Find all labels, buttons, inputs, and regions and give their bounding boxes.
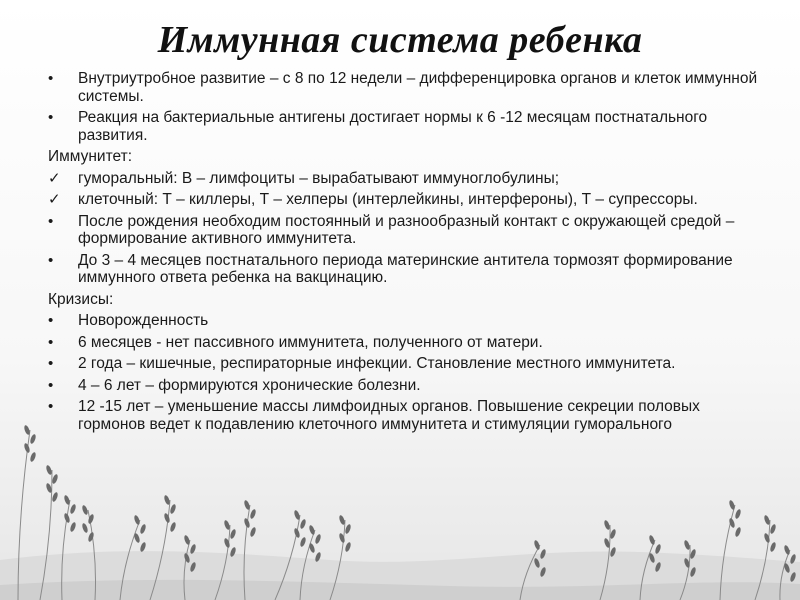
bullet-item (48, 377, 768, 395)
bullet-item (48, 252, 768, 287)
bullet-item (48, 334, 768, 352)
bullet-icon: • (48, 333, 54, 351)
bullet-icon: • (48, 251, 54, 269)
checklist-item (48, 191, 768, 209)
item-text: клеточный: Т – киллеры, Т – хелперы (интерлейкины, интерфероны), Т – супрессоры. (78, 191, 698, 208)
item-text: 6 месяцев - нет пассивного иммунитета, полученного от матери. (78, 333, 543, 351)
item-text: Реакция на бактериальные антигены достигает нормы к 6 -12 месяцам постнатального развития. (78, 109, 708, 144)
checkmark-icon: ✓ (48, 168, 61, 187)
item-text: 4 – 6 лет – формируются хронические болезни. (78, 376, 421, 394)
bullet-icon: • (48, 376, 54, 394)
bullet-icon: • (48, 70, 54, 87)
bullet-icon: • (48, 212, 54, 230)
checklist-item (48, 170, 768, 188)
item-text: После рождения необходим постоянный и разнообразный контакт с окружающей средой – формирование активного иммунитета. (78, 212, 735, 247)
section-heading (48, 148, 768, 166)
bullet-icon: • (48, 398, 54, 415)
bullet-icon: • (48, 109, 54, 126)
bullet-item (48, 312, 768, 330)
bullet-item (48, 213, 768, 248)
item-text: Иммунитет: (48, 148, 133, 165)
bullet-icon: • (48, 355, 54, 372)
section-heading (48, 291, 768, 309)
bullet-icon: • (48, 312, 54, 329)
bullet-item (48, 70, 768, 105)
bullet-item (48, 109, 768, 144)
item-text: 2 года – кишечные, респираторные инфекции. Становление местного иммунитета. (78, 355, 676, 372)
bullet-item (48, 355, 768, 373)
bullet-item (48, 398, 768, 433)
item-text: Новорожденность (78, 312, 209, 329)
slide-content (48, 70, 768, 437)
item-text: Внутриутробное развитие – с 8 по 12 недели – дифференцировка органов и клеток иммунной системы. (78, 70, 758, 105)
slide-title: Иммунная система ребенка (157, 19, 643, 61)
item-text: гуморальный: В – лимфоциты – вырабатывают иммуноглобулины; (78, 169, 560, 187)
item-text: 12 -15 лет – уменьшение массы лимфоидных органов. Повышение секреции половых гормонов ведет к подавлению клеточного иммунитета и стимуляции гуморального (78, 398, 700, 433)
item-text: Кризисы: (48, 290, 114, 308)
item-text: До 3 – 4 месяцев постнатального периода материнские антитела тормозят формирование иммунного ответа ребенка на вакцинацию. (78, 251, 733, 286)
checkmark-icon: ✓ (48, 190, 61, 208)
